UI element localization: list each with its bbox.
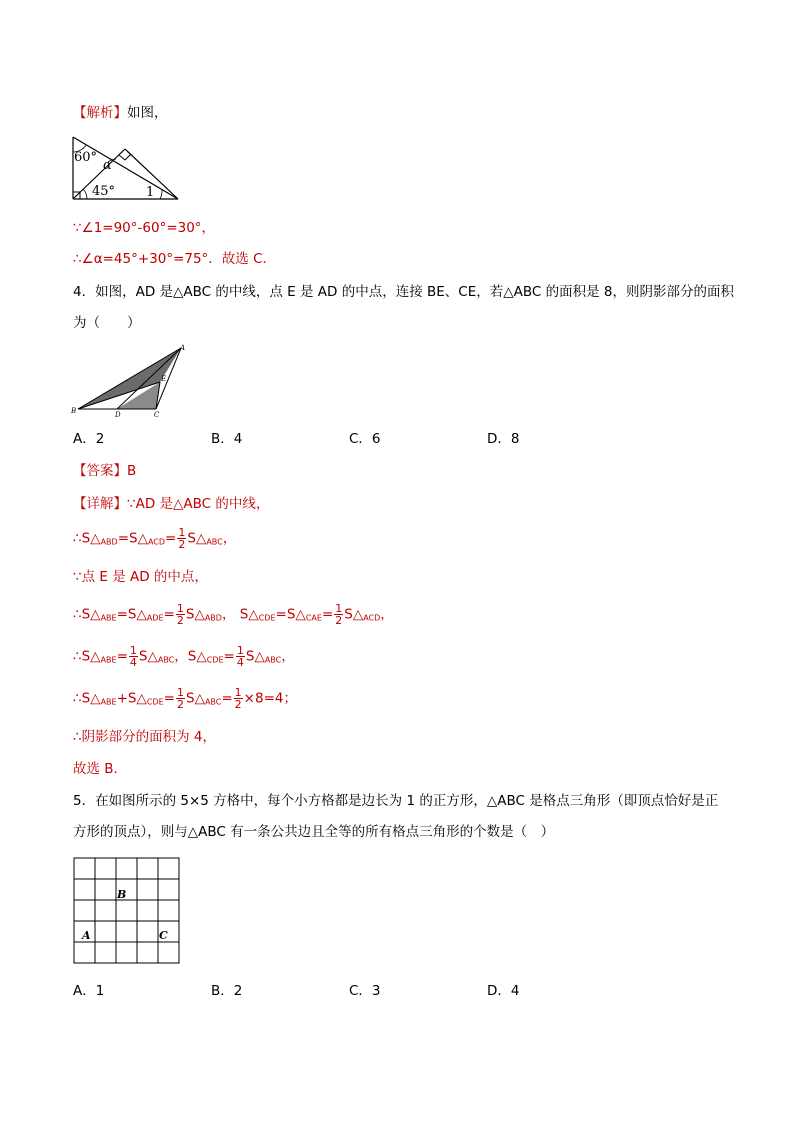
grid-label-B: B (117, 888, 127, 901)
s1-text: S (187, 530, 196, 547)
q4-option-b: B．4 (211, 431, 243, 447)
label-A: A (180, 344, 186, 352)
denominator: 2 (176, 698, 184, 711)
numerator: 1 (129, 644, 137, 657)
s1-text: = (165, 530, 177, 547)
q4-stem-line1: 4．如图，AD 是△ABC 的中线，点 E 是 AD 的中点，连接 BE、CE，若△ABC 的面积是 8，则阴影部分的面积 (73, 284, 734, 300)
denominator: 4 (129, 656, 137, 669)
detail-tag: 【详解】 (73, 496, 127, 512)
q4-option-d: D．8 (487, 431, 520, 447)
q4-detail-line6 (73, 687, 297, 713)
q5-option-b: B．2 (211, 983, 243, 999)
subscript: ABE (100, 655, 117, 665)
q4-triangle-figure (70, 343, 188, 419)
s2-text: = (321, 606, 334, 623)
denominator: 2 (178, 538, 186, 551)
fraction (334, 603, 343, 626)
subscript: ADE (146, 613, 164, 623)
label-C: C (154, 411, 160, 419)
s3-text: ，S (174, 648, 197, 665)
fraction (129, 645, 138, 668)
subscript: ABC (264, 655, 282, 665)
label-D: D (115, 411, 121, 419)
triangle-symbol: △ (90, 690, 101, 707)
q4-answer (73, 461, 136, 481)
s4-text: = (163, 690, 175, 707)
s1-text: ， (222, 530, 237, 547)
label-B: B (71, 407, 77, 415)
fraction (177, 527, 186, 550)
subscript: ABC (157, 655, 175, 665)
subscript: ABC (206, 537, 223, 547)
answer-tag: 【答案】 (73, 463, 127, 479)
s2-text: S (344, 606, 353, 623)
analysis-heading (73, 103, 168, 123)
triangle-symbol: △ (295, 606, 306, 623)
label-alpha: α (103, 158, 112, 173)
subscript: ABD (204, 613, 222, 623)
angle-figure (70, 134, 182, 204)
q5-stem-line2: 方形的顶点），则与△ABC 有一条公共边且全等的所有格点三角形的个数是（ ） (73, 824, 555, 840)
q5-stem-line1: 5．在如图所示的 5×5 方格中，每个小方格都是边长为 1 的正方形，△ABC 是格点三角形（即顶点恰好是正 (73, 793, 719, 809)
s2-text: ∴S (73, 606, 91, 623)
s4-text: = (221, 690, 233, 707)
numerator: 1 (176, 686, 184, 699)
label-1: 1 (146, 185, 155, 200)
triangle-symbol: △ (196, 648, 207, 665)
s1-text: ∴S (73, 530, 91, 547)
label-60deg: 60° (74, 150, 98, 165)
s4-text: +S (116, 690, 137, 707)
triangle-symbol: △ (136, 690, 147, 707)
triangle-symbol: △ (137, 530, 148, 547)
subscript: ABC (204, 697, 222, 707)
q5-option-a: A．1 (73, 983, 105, 999)
subscript: CDE (146, 697, 164, 707)
triangle-symbol: △ (136, 606, 147, 623)
q5-grid-figure (73, 857, 181, 965)
denominator: 4 (236, 656, 244, 669)
q4-detail-line2 (73, 527, 236, 553)
triangle-symbol: △ (194, 606, 205, 623)
s4-text: ×8=4； (243, 690, 297, 707)
fraction (236, 645, 245, 668)
label-E: E (161, 375, 167, 383)
analysis-tag: 【解析】 (73, 105, 127, 121)
detail-text1: ∵AD 是△ABC 的中线， (127, 496, 270, 512)
fraction (234, 687, 243, 710)
fraction (176, 687, 185, 710)
numerator: 1 (176, 602, 184, 615)
subscript: ABE (100, 697, 117, 707)
denominator: 2 (335, 614, 343, 627)
grid-label-C: C (159, 929, 168, 942)
denominator: 2 (176, 614, 184, 627)
analysis-step2: ∴∠α=45°+30°=75°．故选 C． (73, 251, 277, 267)
s3-text: S (138, 648, 148, 665)
subscript: ACD (147, 537, 166, 547)
q4-detail-line8: 故选 B． (73, 761, 128, 777)
triangle-symbol: △ (194, 690, 205, 707)
subscript: CAE (305, 613, 322, 623)
subscript: ABE (100, 613, 117, 623)
q5-option-c: C．3 (349, 983, 381, 999)
q4-detail-line1 (73, 494, 269, 514)
s1-text: =S (117, 530, 138, 547)
numerator: 1 (236, 644, 244, 657)
s4-text: ∴S (73, 690, 91, 707)
triangle-symbol: △ (90, 648, 101, 665)
fraction (176, 603, 185, 626)
q4-detail-line5 (73, 645, 295, 671)
s2-text: =S (116, 606, 137, 623)
subscript: CDE (206, 655, 224, 665)
q5-option-d: D．4 (487, 983, 520, 999)
triangle-symbol: △ (195, 530, 207, 547)
s3-text: = (116, 648, 128, 665)
q4-detail-line3: ∵点 E 是 AD 的中点， (73, 569, 208, 585)
s3-text: = (223, 648, 235, 665)
q4-option-c: C．6 (349, 431, 381, 447)
analysis-intro: 如图， (127, 105, 168, 121)
subscript: ABD (100, 537, 118, 547)
triangle-symbol: △ (248, 606, 259, 623)
numerator: 1 (234, 686, 242, 699)
answer-value: B (127, 463, 137, 479)
q4-option-a: A．2 (73, 431, 105, 447)
s3-text: ∴S (73, 648, 91, 665)
s3-text: ， (281, 648, 295, 665)
q4-detail-line4 (73, 603, 394, 629)
numerator: 1 (178, 526, 186, 539)
s2-text: ， S (221, 606, 249, 623)
grid-label-A: A (82, 929, 91, 942)
s2-text: = (163, 606, 175, 623)
numerator: 1 (335, 602, 343, 615)
triangle-symbol: △ (90, 606, 101, 623)
s4-text: S (185, 690, 195, 707)
subscript: ACD (363, 613, 381, 623)
q4-detail-line7: ∴阴影部分的面积为 4， (73, 729, 216, 745)
triangle-symbol: △ (352, 606, 364, 623)
s2-text: S (185, 606, 195, 623)
triangle-symbol: △ (147, 648, 158, 665)
subscript: CDE (258, 613, 276, 623)
s3-text: S (245, 648, 255, 665)
label-45deg: 45° (92, 184, 116, 199)
triangle-symbol: △ (254, 648, 265, 665)
analysis-step1: ∵∠1=90°-60°=30°， (73, 220, 216, 236)
q4-stem-line2: 为（ ） (73, 315, 141, 331)
triangle-symbol: △ (90, 530, 101, 547)
s2-text: =S (275, 606, 296, 623)
s2-text: ， (380, 606, 394, 623)
denominator: 2 (234, 698, 242, 711)
